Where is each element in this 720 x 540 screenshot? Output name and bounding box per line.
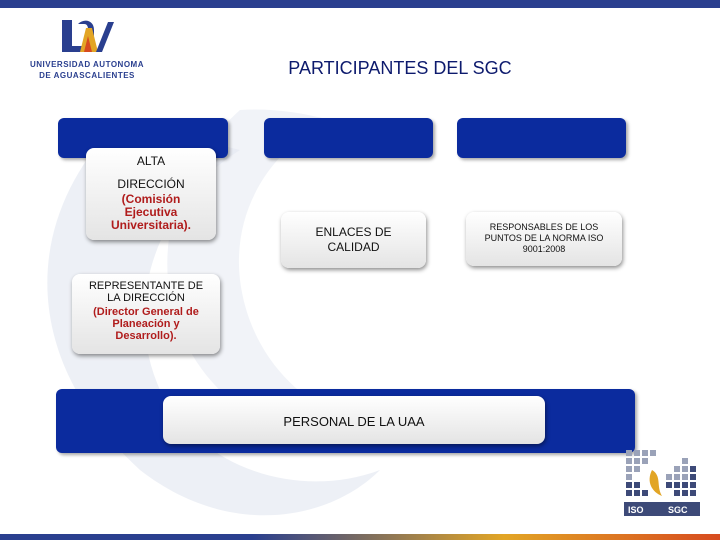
responsables-label: RESPONSABLES DE LOS PUNTOS DE LA NORMA ISO 9001:2008 [484, 222, 604, 254]
responsables-card [466, 212, 622, 266]
enlaces-card [281, 212, 426, 268]
alta-sub: (Comisión Ejecutiva Universitaria). [110, 192, 192, 232]
representante-card [72, 274, 220, 354]
personal-label: PERSONAL DE LA UAA [283, 414, 425, 429]
direccion-label: DIRECCIÓN [117, 177, 185, 191]
representante-sub: (Director General de Planeación y Desarrollo). [93, 306, 199, 342]
bottom-bar [0, 534, 720, 540]
page-title: PARTICIPANTES DEL SGC [288, 58, 512, 78]
iso-sgc-badge [622, 446, 702, 518]
sgc-text: SGC [668, 505, 688, 515]
iso-text: ISO [628, 505, 644, 515]
logo-text-line1: UNIVERSIDAD AUTONOMA [29, 60, 144, 69]
header-bar-right [457, 118, 626, 158]
logo-text-line2: DE AGUASCALIENTES [39, 71, 135, 80]
alta-direccion-card [86, 148, 216, 240]
enlaces-label: ENLACES DE CALIDAD [315, 225, 392, 254]
alta-label: ALTA [136, 154, 166, 168]
representante-label: REPRESENTANTE DE LA DIRECCIÓN [88, 280, 204, 304]
header-bar-center [264, 118, 433, 158]
uaa-logo [22, 14, 152, 84]
personal-card [163, 396, 545, 444]
